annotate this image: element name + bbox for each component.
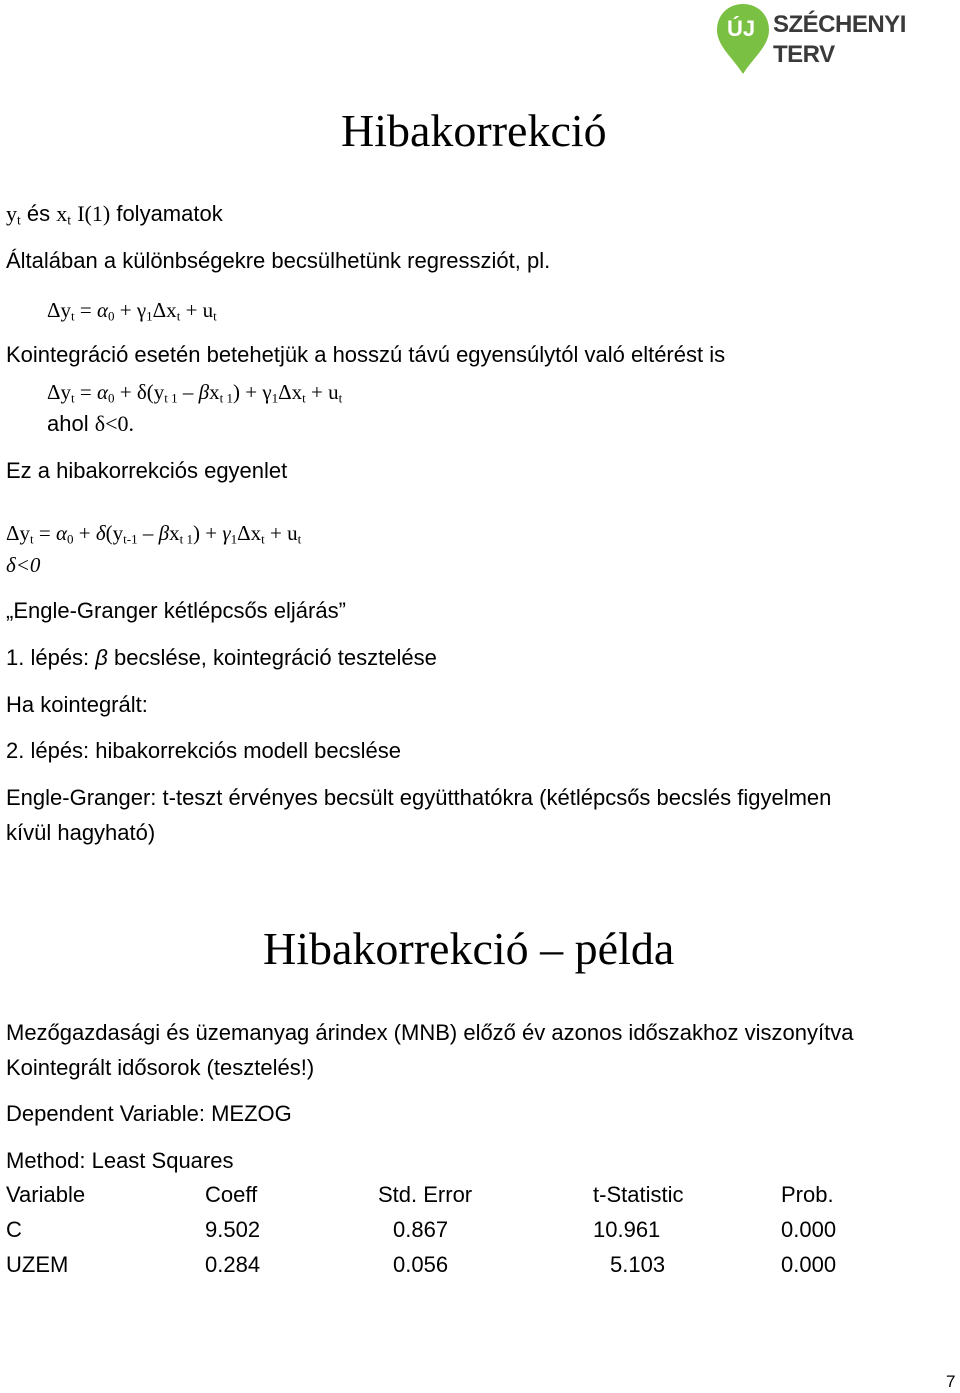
table-cell: 9.502: [205, 1217, 261, 1242]
logo-mark-text: ÚJ: [727, 16, 756, 41]
equation-condition: ahol δ<0.: [47, 411, 134, 436]
equation-difference-regression: $\Delta y_t = \alpha_0 + \gamma_1\Delta x_t + u_t$: [47, 298, 217, 324]
table-row: [0, 1217, 960, 1243]
page-number: 7: [946, 1372, 956, 1391]
note-line: Engle-Granger: t-teszt érvényes becsült együtthatókra (kétlépcsős becslés figyelmen: [6, 785, 832, 810]
paragraph-line: Kointegráció esetén betehetjük a hosszú távú egyensúlytól való eltérést is: [6, 342, 726, 367]
equation-condition: δ<0: [6, 553, 41, 577]
table-cell: 0.056: [393, 1252, 449, 1277]
table-cell: UZEM: [6, 1252, 69, 1277]
paragraph-line: Ez a hibakorrekciós egyenlet: [6, 458, 288, 483]
intro-line: $y_t$ és $x_t$ I(1) folyamatok: [6, 201, 223, 228]
table-row: [0, 1252, 960, 1278]
section-title: Hibakorrekció – példa: [263, 923, 675, 974]
table-cell: C: [6, 1217, 22, 1242]
table-header: t-Statistic: [593, 1182, 684, 1207]
step-2-line: 2. lépés: hibakorrekciós modell becslése: [6, 738, 401, 763]
logo-name: SZÉCHENYI TERV: [773, 11, 906, 68]
table-cell: 0.000: [781, 1217, 837, 1242]
dependent-variable: Dependent Variable: MEZOG: [6, 1101, 292, 1126]
estimation-method: Method: Least Squares: [6, 1148, 234, 1173]
szechenyi-terv-logo: [711, 0, 960, 78]
table-header-row: [0, 1182, 960, 1208]
table-header: Std. Error: [378, 1182, 473, 1207]
step-1-line: 1. lépés: β becslése, kointegráció tesztelése: [6, 645, 437, 670]
paragraph-line: Mezőgazdasági és üzemanyag árindex (MNB) előző év azonos időszakhoz viszonyítva: [6, 1020, 854, 1045]
table-header: Variable: [6, 1182, 86, 1207]
equation-error-correction-italic: $\Delta y_t = \alpha_0 + \delta(y_{t-1} - \beta x_{t 1}) + \gamma_1\Delta x_t + u_t$: [6, 521, 302, 547]
paragraph-line: Kointegrált idősorok (tesztelés!): [6, 1055, 315, 1080]
table-cell: 5.103: [610, 1252, 666, 1277]
table-cell: 0.284: [205, 1252, 261, 1277]
table-header: Prob.: [781, 1182, 834, 1207]
table-cell: 10.961: [593, 1217, 661, 1242]
table-header: Coeff: [205, 1182, 258, 1207]
table-cell: 0.867: [393, 1217, 449, 1242]
table-cell: 0.000: [781, 1252, 837, 1277]
paragraph-line: Ha kointegrált:: [6, 692, 148, 717]
section-title: Hibakorrekció: [341, 105, 607, 156]
paragraph-line: Általában a különbségekre becsülhetünk regressziót, pl.: [6, 248, 551, 273]
note-line: kívül hagyható): [6, 820, 156, 845]
equation-error-correction: $\Delta y_t = \alpha_0 + \delta(y_{t 1} - \beta x_{t 1}) + \gamma_1\Delta x_t + u_t$: [47, 380, 343, 406]
paragraph-line: „Engle-Granger kétlépcsős eljárás”: [6, 598, 346, 623]
